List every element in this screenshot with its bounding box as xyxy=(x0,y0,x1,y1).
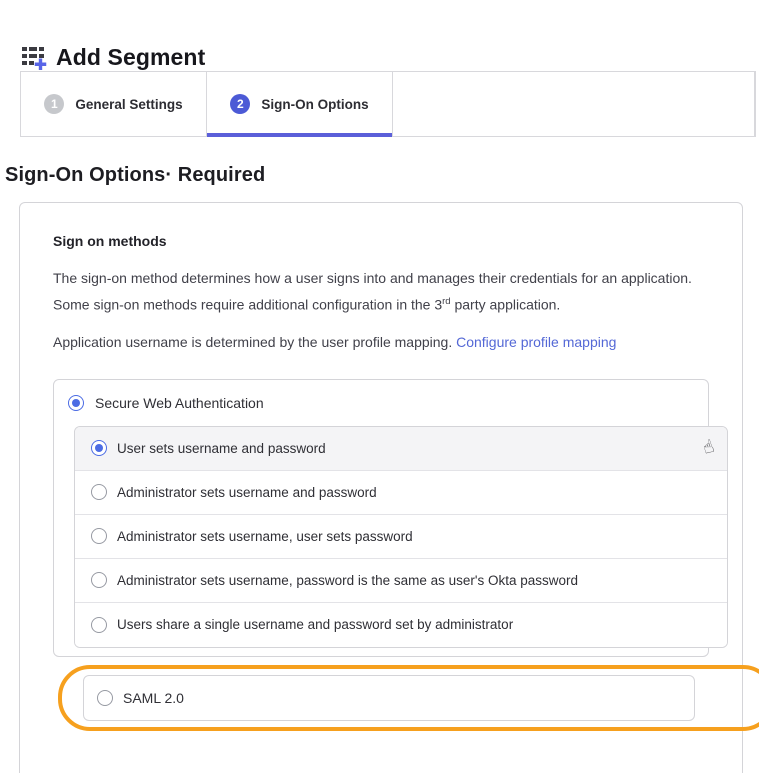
tab-label: Sign-On Options xyxy=(261,96,369,112)
option-label: Administrator sets username, password is the same as user's Okta password xyxy=(117,572,579,588)
saml-option-wrapper xyxy=(83,675,695,721)
sign-on-description xyxy=(53,266,711,317)
tab-general-settings[interactable] xyxy=(21,72,207,136)
radio-button[interactable] xyxy=(68,395,84,411)
option-label: Administrator sets username and password xyxy=(117,484,377,500)
ordinal-superscript: rd xyxy=(442,296,451,307)
step-number-badge: 1 xyxy=(44,94,64,114)
page-header xyxy=(20,44,759,71)
tab-strip-filler xyxy=(393,72,755,136)
description-text: The sign-on method determines how a user signs into and manages their credentials for an application. Some sign-on methods require additional configuration in the 3 xyxy=(53,270,692,313)
radio-button[interactable] xyxy=(97,690,113,706)
radio-option-shared-username-password[interactable] xyxy=(75,603,727,647)
description-text: party application. xyxy=(450,296,561,313)
add-segment-icon xyxy=(20,44,47,71)
option-label: Secure Web Authentication xyxy=(95,394,264,411)
radio-option-admin-username-okta-password[interactable] xyxy=(75,559,727,603)
radio-option-admin-username-user-password[interactable] xyxy=(75,515,727,559)
step-number-badge: 2 xyxy=(230,94,250,114)
option-label: User sets username and password xyxy=(117,440,326,456)
pointer-cursor-icon: ☝ xyxy=(700,435,717,459)
swa-sub-options-list xyxy=(74,426,728,648)
radio-button[interactable] xyxy=(91,528,107,544)
username-note xyxy=(53,331,709,353)
swa-option-box xyxy=(53,379,717,657)
username-note-text: Application username is determined by the user profile mapping. xyxy=(53,333,457,350)
wizard-tabs xyxy=(20,71,756,137)
option-label: Users share a single username and password set by administrator xyxy=(117,617,514,633)
radio-option-user-sets-username-password[interactable] xyxy=(75,427,727,471)
tab-sign-on-options[interactable] xyxy=(207,72,393,136)
section-heading: Sign-On Options· Required xyxy=(5,164,266,186)
sign-on-methods-card xyxy=(19,202,743,773)
radio-button[interactable] xyxy=(91,484,107,500)
radio-option-admin-sets-username-password[interactable] xyxy=(75,471,727,515)
tab-label: General Settings xyxy=(75,96,183,112)
page-title: Add Segment xyxy=(56,44,206,70)
radio-option-secure-web-authentication[interactable] xyxy=(68,393,696,413)
radio-button[interactable] xyxy=(91,617,107,633)
card-subheading: Sign on methods xyxy=(53,233,167,249)
radio-button[interactable] xyxy=(91,440,107,456)
configure-profile-mapping-link[interactable]: Configure profile mapping xyxy=(456,333,617,350)
radio-button[interactable] xyxy=(91,572,107,588)
option-label: Administrator sets username, user sets password xyxy=(117,528,413,544)
radio-option-saml-2-0[interactable] xyxy=(83,675,695,721)
option-label: SAML 2.0 xyxy=(123,689,184,706)
